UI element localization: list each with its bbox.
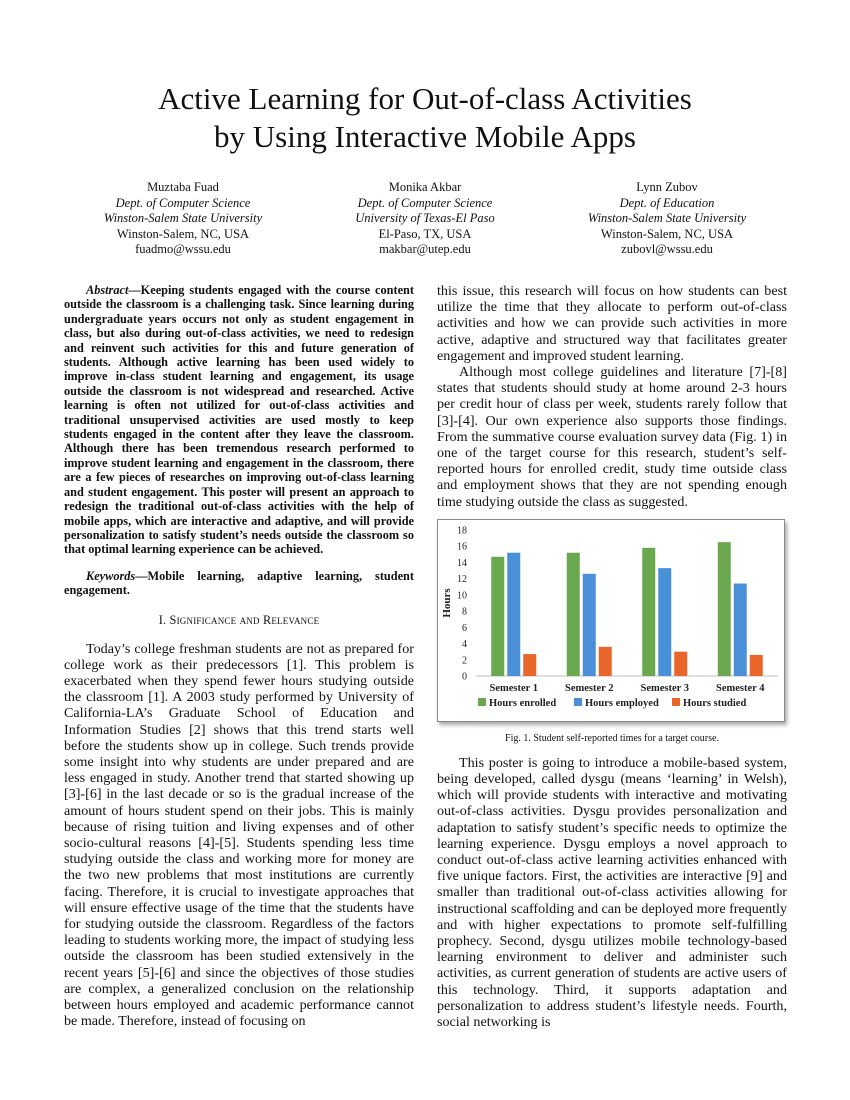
bar-hours-enrolled	[491, 557, 504, 676]
bar-chart	[437, 519, 785, 722]
keywords-text: —Mobile learning, adaptive learning, student engagement.	[64, 568, 414, 598]
bar-hours-studied	[674, 652, 687, 676]
author-location: Winston-Salem, NC, USA	[116, 226, 250, 241]
legend-label: Hours employed	[585, 697, 659, 709]
right-column	[437, 283, 787, 1030]
body-paragraph: Today’s college freshman students are not as prepared for college work as their predecessors [1]. This problem is exacerbated when they spend fewer hours studying outside the classroom [1]. A 2003 study performed by University of California-LA’s Graduate School of Education and Information Studies [2] shows that this trend starts well before the students show up in college. Such trends provide some insight into why students are under prepared and are less engaged in study. Another trend that started showing up [3]-[6] in the last decade or so is the gradual increase of the amount of hours student spend on their jobs. This is mainly because of rising tuition and living expenses and of other socio-cultural reasons [4]-[5]. Students spending less time studying outside the class and working more for money are the two new problems that most institutions are currently facing. Therefore, it is crucial to investigate approaches that will ensure effective usage of the time that the students have for studying outside the classroom. Regardless of the factors leading to students working more, the impact of studying less outside the classroom has been studied extensively in the recent years [5]-[6] and since the objectives of those studies are complex, a generalized conclusion on the relationship between hours employed and academic performance cannot be made. Therefore, instead of focusing on	[64, 640, 414, 1030]
keywords-label: Keywords	[86, 568, 136, 583]
legend-label: Hours studied	[683, 697, 747, 709]
title-line-1: Active Learning for Out-of-class Activities	[158, 81, 692, 116]
abstract	[64, 283, 414, 557]
author-name: Muztaba Fuad	[147, 180, 219, 194]
y-tick-label: 16	[457, 541, 467, 553]
bar-hours-studied	[599, 647, 612, 676]
abstract-text: —Keeping students engaged with the course content outside the classroom is a challenging task. Since learning during undergraduate years occurs not only as student engagement in class, but also during out-of-class activities, we need to redesign and reinvent such activities for this and future generation of students. Although active learning has been used widely to improve in-class student learning and engagement, its usage outside the classroom is not widespread and researched. Active learning is often not utilized for out-of-class activities and traditional unsupervised activities are used mostly to keep students engaged in the content after they leave the classroom. Although there has been tremendous research performed to improve student learning and engagement in the classroom, there are a few pieces of researches on improving out-of-class learning and student engagement. This poster will present an approach to redesign the traditional out-of-class activities with the help of mobile apps, which are interactive and adaptive, and will provide personalization to satisfy student’s needs outside the classroom so that optimal learning experience can be achieved.	[64, 283, 414, 557]
author-dept: Dept. of Computer Science	[115, 195, 251, 210]
left-column	[64, 283, 414, 1029]
bar-hours-enrolled	[567, 553, 580, 676]
paper-title	[0, 80, 850, 156]
y-tick-label: 12	[457, 574, 467, 586]
bar-hours-employed	[734, 583, 747, 675]
bar-hours-employed	[583, 574, 596, 676]
author-block	[73, 180, 293, 258]
abstract-label: Abstract	[86, 283, 129, 297]
bar-hours-employed	[507, 553, 520, 676]
y-axis-label: Hours	[441, 588, 453, 618]
legend-swatch	[672, 698, 680, 706]
y-tick-label: 14	[457, 557, 467, 569]
y-tick-label: 10	[457, 590, 467, 602]
author-email: zubovl@wssu.edu	[621, 242, 713, 256]
y-tick-label: 6	[462, 622, 467, 634]
author-email: fuadmo@wssu.edu	[135, 242, 231, 256]
x-tick-label: Semester 4	[716, 682, 765, 694]
legend-swatch	[574, 698, 582, 706]
figure-1	[437, 519, 787, 745]
x-tick-label: Semester 2	[565, 682, 614, 694]
y-tick-label: 4	[462, 638, 467, 650]
author-location: El-Paso, TX, USA	[378, 226, 472, 241]
body-paragraph: This poster is going to introduce a mobile-based system, being developed, called dysgu (means ‘learning’ in Welsh), which will provide students with interactive and motivating out-of-class activities. Dysgu provides personalization and adaptation to satisfy student’s specific needs to optimize the learning experience. Dysgu employs a novel approach to conduct out-of-class active learning activities enhanced with five unique factors. First, the activities are interactive [9] and smaller than traditional out-of-class activities allowing for instructional scaffolding and can be deployed more frequently and with higher expectations to promote self-fulfilling prophecy. Second, dysgu utilizes mobile technology-based learning environment to deliver and administer such activities, as current generation of students are active users of this technology. Third, it supports adaptation and personalization to address student’s lifestyle needs. Fourth, social networking is	[437, 754, 788, 1031]
author-block	[557, 180, 777, 258]
y-tick-label: 18	[457, 525, 467, 537]
author-name: Lynn Zubov	[636, 180, 698, 194]
author-university: Winston-Salem State University	[103, 211, 263, 225]
author-name: Monika Akbar	[388, 180, 462, 194]
x-tick-label: Semester 3	[640, 682, 689, 694]
author-dept: Dept. of Education	[619, 195, 715, 210]
author-university: Winston-Salem State University	[587, 211, 747, 225]
author-location: Winston-Salem, NC, USA	[600, 226, 734, 241]
chart-svg	[438, 520, 786, 723]
title-line-2: by Using Interactive Mobile Apps	[214, 119, 636, 154]
bar-hours-enrolled	[718, 542, 731, 676]
legend-label: Hours enrolled	[489, 697, 557, 709]
y-tick-label: 8	[462, 606, 467, 618]
author-dept: Dept. of Computer Science	[357, 195, 493, 210]
bar-hours-enrolled	[642, 548, 655, 676]
y-tick-label: 2	[462, 655, 467, 667]
y-tick-label: 0	[462, 671, 467, 683]
keywords	[64, 569, 414, 598]
body-paragraph: this issue, this research will focus on how students can best utilize the time that they allocate to perform out-of-class activities and how we can provide such activities in more active, adaptive and structured way that facilitates greater engagement and improved student learning.	[437, 283, 787, 364]
legend-swatch	[478, 698, 486, 706]
x-tick-label: Semester 1	[489, 682, 538, 694]
author-university: University of Texas-El Paso	[355, 211, 495, 225]
bar-hours-studied	[523, 654, 536, 676]
author-block	[315, 180, 535, 258]
section-heading: I. Significance and Relevance	[158, 612, 320, 627]
bar-hours-employed	[658, 568, 671, 676]
body-paragraph: Although most college guidelines and literature [7]-[8] states that students should study at home around 2-3 hours per credit hour of class per week, students rarely follow that [3]-[4]. Our own experience also supports those findings. From the summative course evaluation survey data (Fig. 1) in one of the target course for this research, student’s self-reported hours for enrolled credit, study time outside class and employment shows that they are not spending enough time studying outside the class as suggested.	[437, 364, 787, 510]
author-email: makbar@utep.edu	[379, 242, 471, 256]
figure-caption: Fig. 1. Student self-reported times for a target course.	[505, 732, 719, 744]
bar-hours-studied	[750, 655, 763, 676]
